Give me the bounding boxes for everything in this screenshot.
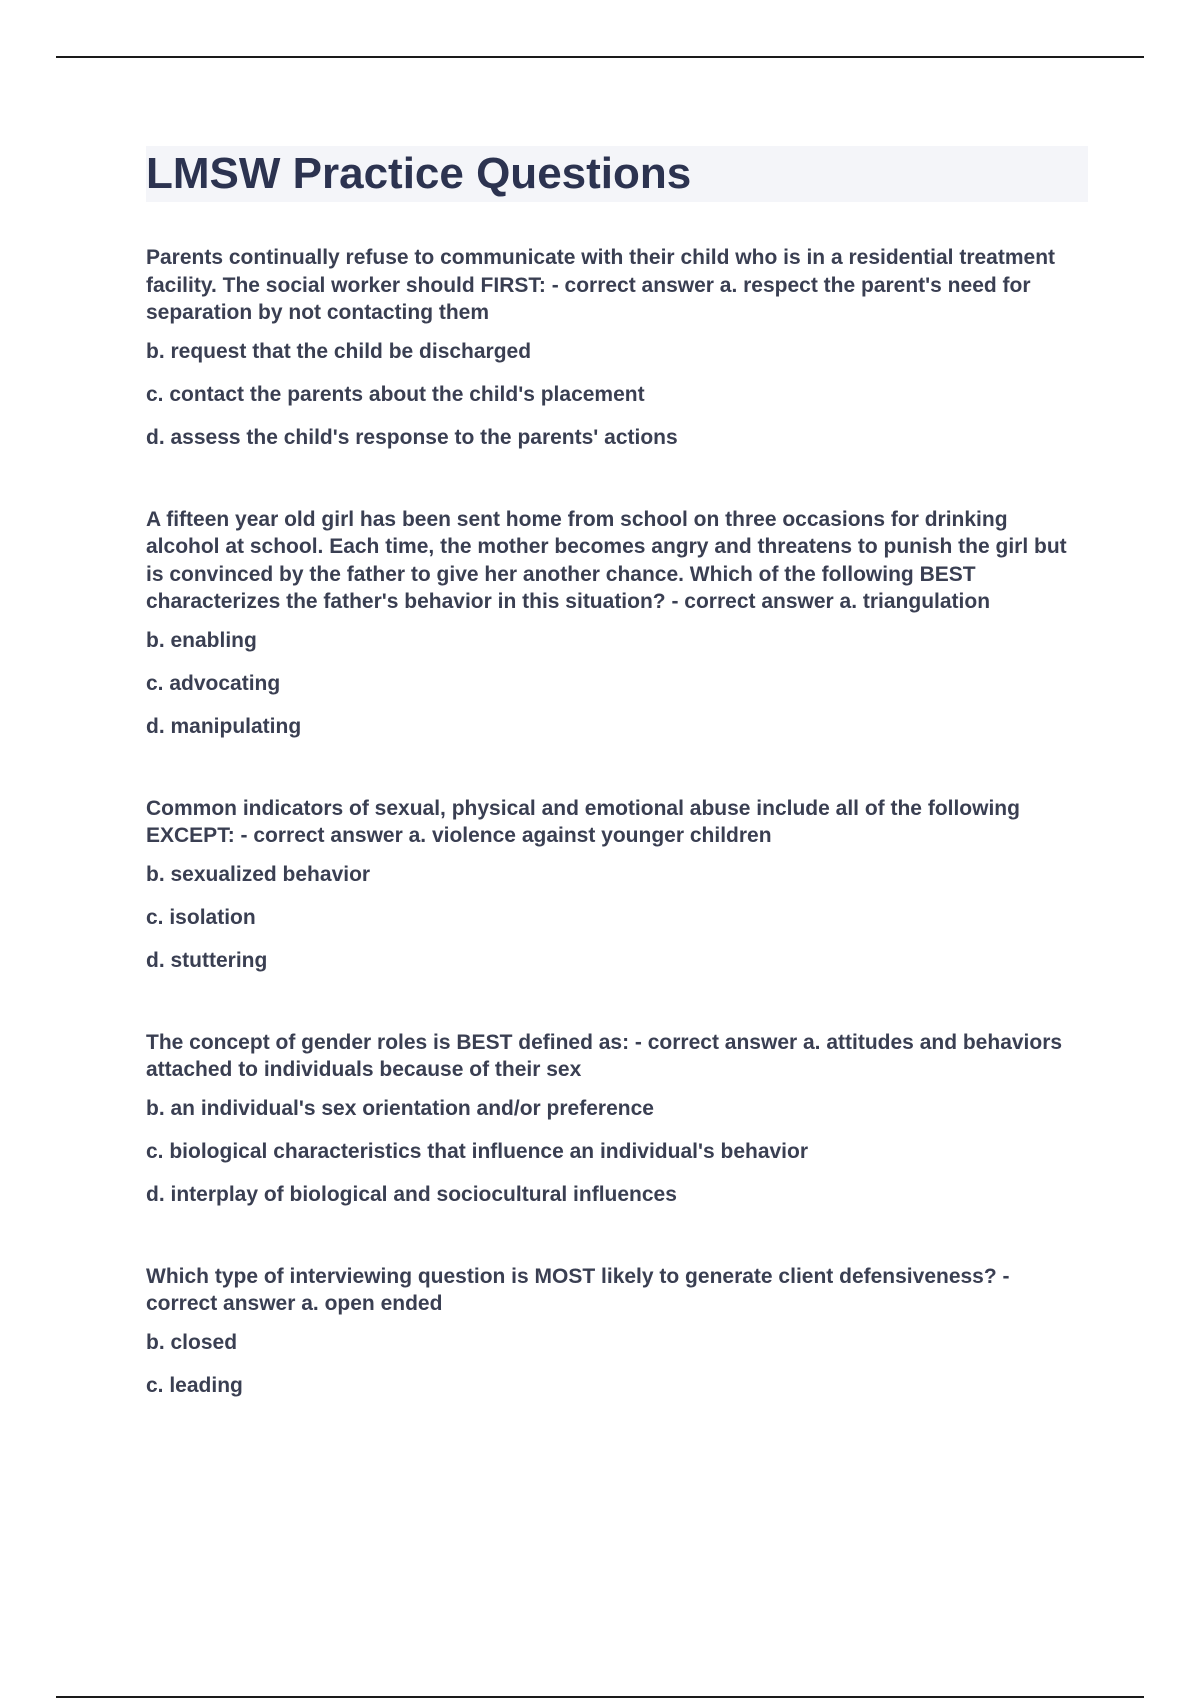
- question-text: Common indicators of sexual, physical and emotional abuse include all of the following EXCEPT: - correct answer a. violence against younger children: [146, 796, 1020, 847]
- question-block-5: [146, 1263, 1086, 1400]
- question-text: The concept of gender roles is BEST defined as: - correct answer a. attitudes and behaviors attached to individuals because of their sex: [146, 1030, 1063, 1081]
- answer-option: c. leading: [146, 1373, 243, 1397]
- answer-option: d. manipulating: [146, 714, 302, 738]
- answer-option: b. request that the child be discharged: [146, 339, 532, 363]
- question-text: Which type of interviewing question is MOST likely to generate client defensiveness? - correct answer a. open ended: [146, 1264, 1010, 1315]
- bottom-rule: [56, 1696, 1144, 1698]
- answer-option: b. enabling: [146, 628, 257, 652]
- answer-option: d. interplay of biological and sociocultural influences: [146, 1182, 677, 1206]
- answer-option: c. biological characteristics that influence an individual's behavior: [146, 1139, 809, 1163]
- question-block-2: [146, 506, 1086, 741]
- question-text: A fifteen year old girl has been sent home from school on three occasions for drinking alcohol at school. Each time, the mother becomes angry and threatens to punish the girl but is convinced by the father to give her another chance. Which of the following BEST characterizes the father's behavior in this situation? - correct answer a. triangulation: [146, 507, 1067, 613]
- answer-option: b. closed: [146, 1330, 238, 1354]
- answer-option: c. contact the parents about the child's placement: [146, 382, 645, 406]
- answer-option: b. sexualized behavior: [146, 862, 371, 886]
- answer-option: d. stuttering: [146, 948, 268, 972]
- question-text: Parents continually refuse to communicate with their child who is in a residential treatment facility. The social worker should FIRST: - correct answer a. respect the parent's need for separation by not contacting them: [146, 246, 1056, 324]
- question-block-1: [146, 244, 1086, 452]
- answer-option: c. advocating: [146, 671, 281, 695]
- answer-option: d. assess the child's response to the parents' actions: [146, 425, 678, 449]
- question-block-4: [146, 1029, 1086, 1209]
- top-rule: [56, 56, 1144, 58]
- page-title: LMSW Practice Questions: [146, 149, 692, 198]
- question-list: [146, 244, 1086, 1454]
- answer-option: b. an individual's sex orientation and/or preference: [146, 1096, 654, 1120]
- answer-option: c. isolation: [146, 905, 256, 929]
- question-block-3: [146, 795, 1086, 975]
